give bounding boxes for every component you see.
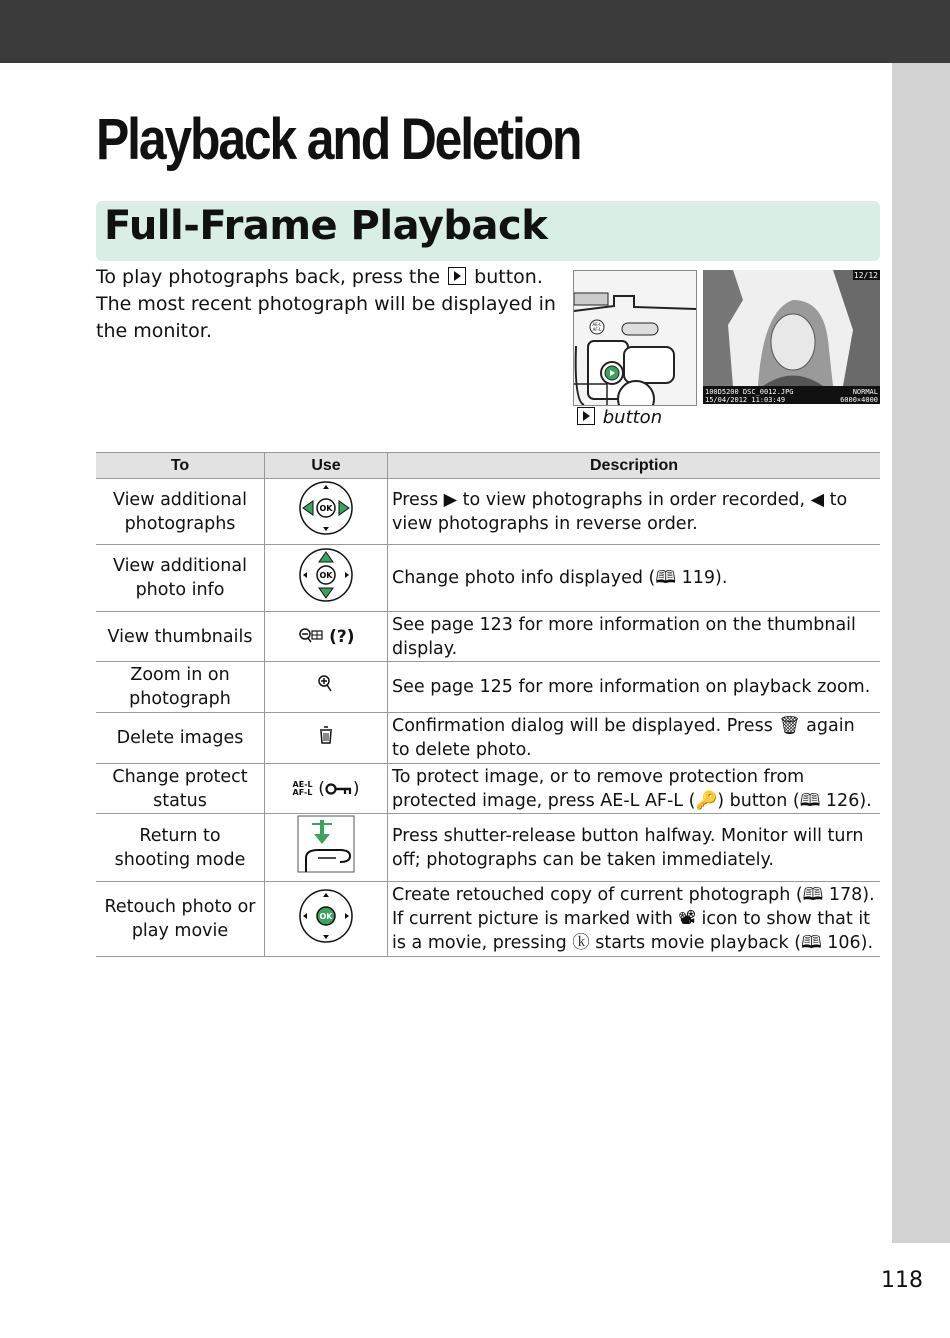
zoom-in-icon [317,674,335,694]
screen-image-size: 6000×4000 [840,396,878,404]
row-description: Create retouched copy of current photograph (🕮 178). If current picture is marked with 📽 icon to show that it is a movie, pressing ⓚ starts movie playback (🕮 106). [388,882,881,957]
row-action: View additional photographs [96,479,265,545]
row-description: See page 125 for more information on playback zoom. [388,662,881,713]
page-number: 118 [881,1268,923,1293]
row-action: Change protect status [96,764,265,814]
section-title: Full-Frame Playback [104,203,548,249]
row-control [265,662,388,713]
row-description: Press ▶ to view photographs in order recorded, ◀ to view photographs in reverse order. [388,479,881,545]
shutter-release-icon [296,814,356,874]
table-row [96,814,880,882]
playback-button-icon [577,407,595,425]
table-row [96,545,880,612]
ok-button-icon [298,888,354,944]
monitor-photo-illustration [703,270,880,404]
row-control [265,545,388,612]
column-header-description: Description [388,453,881,479]
cam-ae-label: AE-L [592,322,602,327]
table-row [96,479,880,545]
row-description: To protect image, or to remove protection from protected image, press AE-L AF-L (🔑) button (🕮 126). [388,764,881,814]
svg-text:OK: OK [319,504,333,513]
row-control [265,612,388,662]
chapter-title: Playback and Deletion [96,107,581,172]
row-action: View thumbnails [96,612,265,662]
row-control: AE-L AF-L ( ) [265,764,388,814]
row-control [265,882,388,957]
ae-lock-text: AE-L [292,779,313,789]
row-control [265,479,388,545]
screen-file-info: 100D5200 DSC_0012.JPG [705,388,794,396]
playback-button-icon [448,267,466,285]
svg-text:OK: OK [319,911,333,921]
table-row [96,764,880,814]
intro-paragraph [96,264,566,345]
trash-icon [318,725,334,745]
row-action: Return to shooting mode [96,814,265,882]
row-description: Press shutter-release button halfway. Monitor will turn off; photographs can be taken immediately. [388,814,881,882]
help-symbol: (?) [329,626,355,647]
protect-key-icon [325,782,353,796]
figure-caption [575,407,662,428]
section-heading-box [96,201,880,261]
screen-quality: NORMAL [852,388,878,396]
table-row [96,662,880,713]
intro-text-end: button. The most recent photograph will be displayed in the monitor. [96,266,556,342]
thumbnail-zoom-out-icon [298,627,324,647]
camera-back-illustration [573,270,697,406]
playback-operations-table [96,452,880,957]
row-action: Zoom in on photograph [96,662,265,713]
row-control [265,814,388,882]
header-bar [0,0,950,63]
table-row [96,882,880,957]
multi-selector-up-down-icon [298,547,354,603]
table-row [96,713,880,764]
table-row [96,612,880,662]
row-action: Delete images [96,713,265,764]
chapter-side-tab [892,63,950,1243]
row-description: Change photo info displayed (🕮 119). [388,545,881,612]
row-action: Retouch photo or play movie [96,882,265,957]
screen-datetime: 15/04/2012 11:03:49 [705,396,786,404]
figure-caption-text: button [602,407,663,428]
row-control [265,713,388,764]
row-description: Confirmation dialog will be displayed. Press 🗑 again to delete photo. [388,713,881,764]
af-lock-text: AF-L [292,787,313,797]
intro-text-start: To play photographs back, press the [96,266,441,288]
row-description: See page 123 for more information on the thumbnail display. [388,612,881,662]
frame-count: 12/12 [853,271,878,280]
ae-af-lock-label [293,781,313,797]
svg-text:OK: OK [319,570,333,580]
column-header-use: Use [265,453,388,479]
row-action: View additional photo info [96,545,265,612]
cam-af-label: AF-L [592,327,602,332]
multi-selector-left-right-icon [298,480,354,536]
column-header-to: To [96,453,265,479]
table-header-row [96,453,880,479]
